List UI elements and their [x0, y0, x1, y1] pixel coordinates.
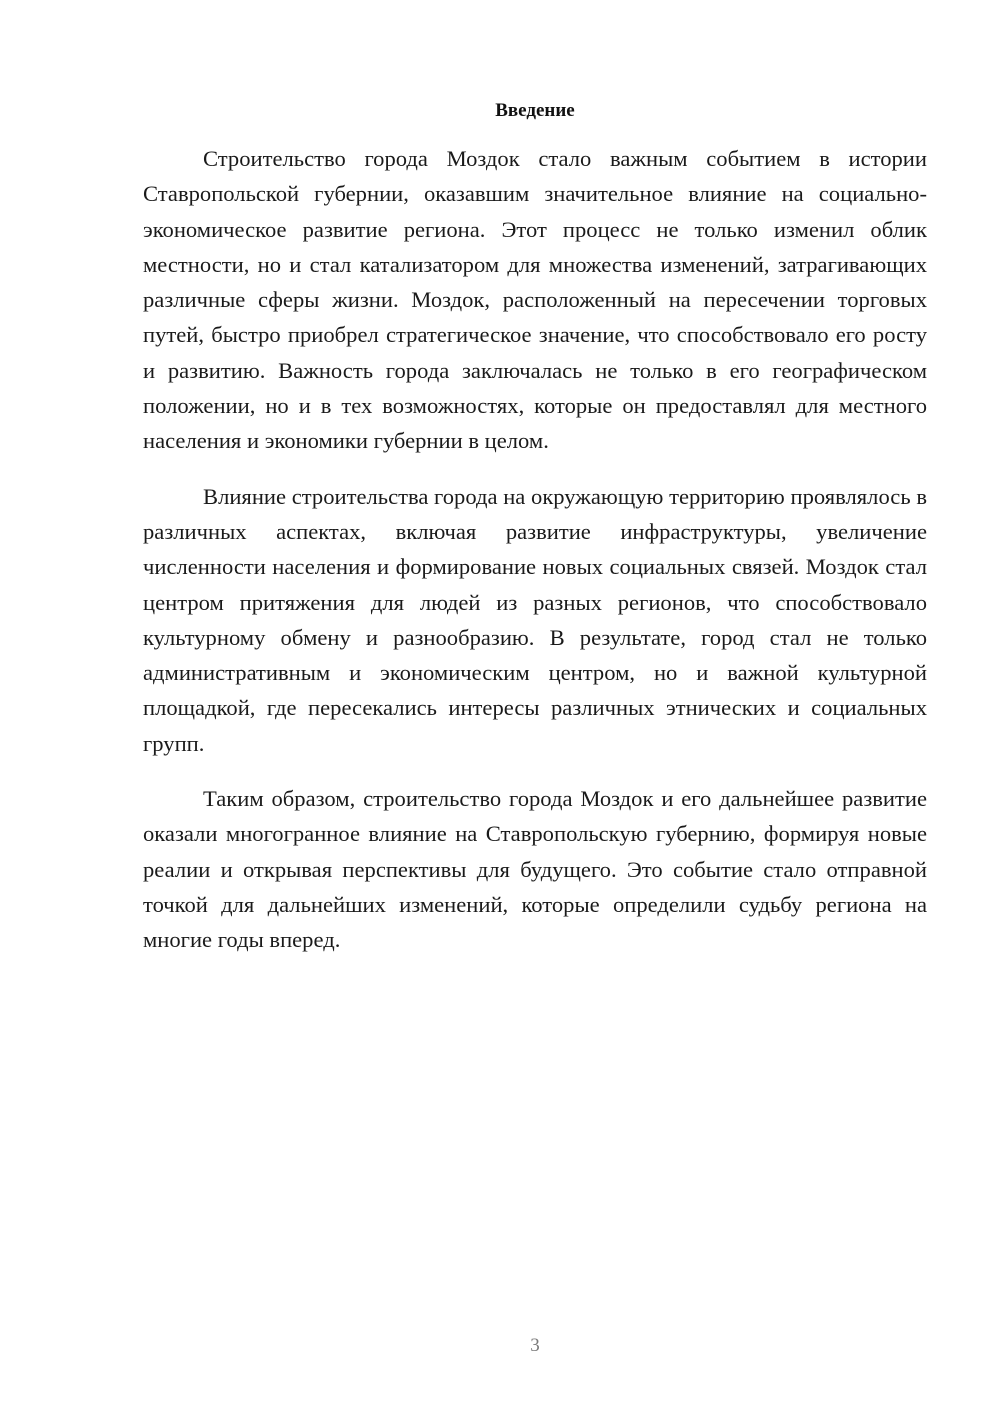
- page-number: 3: [530, 1335, 540, 1356]
- paragraph: Влияние строительства города на окружающую территорию проявлялось в различных аспектах, включая развитие инфраструктуры, увеличение численности населения и формирование новых социальных связей. Моздок стал центром притяжения для людей из разных регионов, что способствовало культурному обмену и разнообразию. В результате, город стал не только административным и экономическим центром, но и важной культурной площадкой, где пересекались интересы различных этнических и социальных групп.: [143, 483, 927, 756]
- document-body: [143, 141, 927, 958]
- page-title: Введение: [495, 100, 575, 121]
- paragraph: Строительство города Моздок стало важным событием в истории Ставропольской губернии, оказавшим значительное влияние на социально-экономическое развитие региона. Этот процесс не только изменил облик местности, но и стал катализатором для множества изменений, затрагивающих различные сферы жизни. Моздок, расположенный на пересечении торговых путей, быстро приобрел стратегическое значение, что способствовало его росту и развитию. Важность города заключалась не только в его географическом положении, но и в тех возможностях, которые он предоставлял для местного населения и экономики губернии в целом.: [143, 146, 927, 454]
- paragraph: Таким образом, строительство города Моздок и его дальнейшее развитие оказали многогранное влияние на Ставропольскую губернию, формируя новые реалии и открывая перспективы для будущего. Это событие стало отправной точкой для дальнейших изменений, которые определили судьбу региона на многие годы вперед.: [143, 786, 927, 953]
